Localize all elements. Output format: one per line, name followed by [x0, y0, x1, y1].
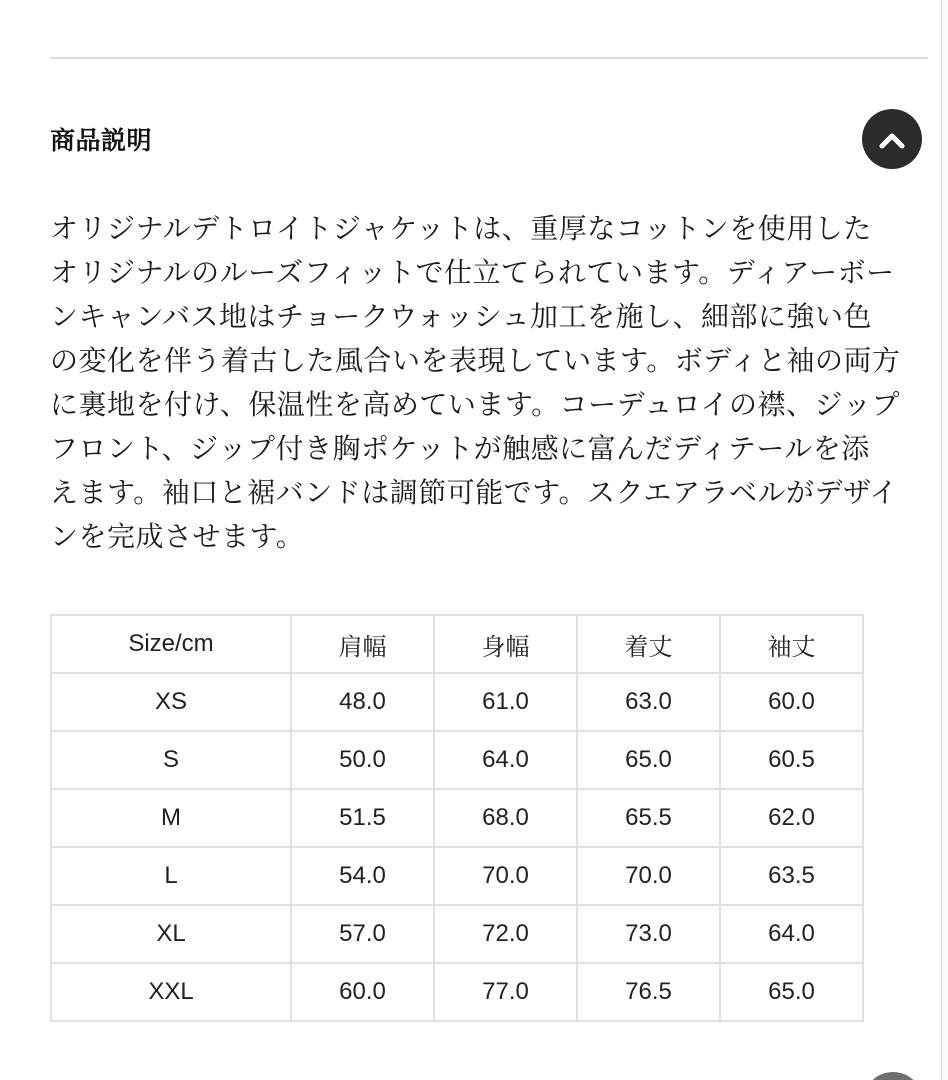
value-cell: 63.5 — [720, 847, 863, 905]
value-cell: 50.0 — [291, 731, 434, 789]
description-line: オリジナルデトロイトジャケットは、重厚なコットンを使用した — [50, 213, 872, 244]
value-cell: 57.0 — [291, 905, 434, 963]
column-header-body-width: 身幅 — [434, 615, 577, 673]
value-cell: 73.0 — [577, 905, 720, 963]
table-header-row — [51, 615, 863, 673]
value-cell: 60.0 — [720, 673, 863, 731]
section-divider — [50, 57, 928, 59]
description-line: に裏地を付け、保温性を高めています。コーデュロイの襟、ジップ — [50, 389, 900, 420]
scrollbar-gutter[interactable] — [941, 0, 948, 1080]
table-row — [51, 673, 863, 731]
value-cell: 68.0 — [434, 789, 577, 847]
description-line: の変化を伴う着古した風合いを表現しています。ボディと袖の両方 — [50, 345, 901, 376]
value-cell: 65.0 — [720, 963, 863, 1021]
size-cell: XXL — [51, 963, 291, 1021]
chevron-up-icon — [879, 129, 905, 149]
value-cell: 64.0 — [720, 905, 863, 963]
column-header-sleeve-length: 袖丈 — [720, 615, 863, 673]
table-row — [51, 847, 863, 905]
section-title: 商品説明 — [50, 127, 153, 155]
description-line: ンキャンバス地はチョークウォッシュ加工を施し、細部に強い色 — [50, 301, 873, 332]
table-row — [51, 731, 863, 789]
description-line: オリジナルのルーズフィットで仕立てられています。ディアーボー — [50, 257, 895, 288]
value-cell: 64.0 — [434, 731, 577, 789]
value-cell: 65.5 — [577, 789, 720, 847]
value-cell: 54.0 — [291, 847, 434, 905]
column-header-length: 着丈 — [577, 615, 720, 673]
value-cell: 51.5 — [291, 789, 434, 847]
value-cell: 72.0 — [434, 905, 577, 963]
product-description-text — [50, 207, 901, 559]
value-cell: 77.0 — [434, 963, 577, 1021]
floating-action-button-partial[interactable] — [863, 1072, 923, 1080]
value-cell: 63.0 — [577, 673, 720, 731]
table-row — [51, 905, 863, 963]
table-row — [51, 789, 863, 847]
description-line: えます。袖口と裾バンドは調節可能です。スクエアラベルがデザイ — [50, 477, 899, 508]
size-chart-table — [50, 614, 864, 1022]
value-cell: 70.0 — [434, 847, 577, 905]
table-row — [51, 963, 863, 1021]
value-cell: 60.0 — [291, 963, 434, 1021]
size-cell: M — [51, 789, 291, 847]
description-line: フロント、ジップ付き胸ポケットが触感に富んだディテールを添 — [50, 433, 870, 464]
size-cell: XL — [51, 905, 291, 963]
value-cell: 62.0 — [720, 789, 863, 847]
column-header-shoulder-width: 肩幅 — [291, 615, 434, 673]
value-cell: 65.0 — [577, 731, 720, 789]
value-cell: 70.0 — [577, 847, 720, 905]
value-cell: 76.5 — [577, 963, 720, 1021]
value-cell: 60.5 — [720, 731, 863, 789]
description-line: ンを完成させます。 — [50, 521, 305, 552]
value-cell: 48.0 — [291, 673, 434, 731]
size-cell: L — [51, 847, 291, 905]
column-header-size: Size/cm — [51, 615, 291, 673]
value-cell: 61.0 — [434, 673, 577, 731]
size-cell: S — [51, 731, 291, 789]
scroll-to-top-button[interactable] — [862, 109, 922, 169]
size-cell: XS — [51, 673, 291, 731]
